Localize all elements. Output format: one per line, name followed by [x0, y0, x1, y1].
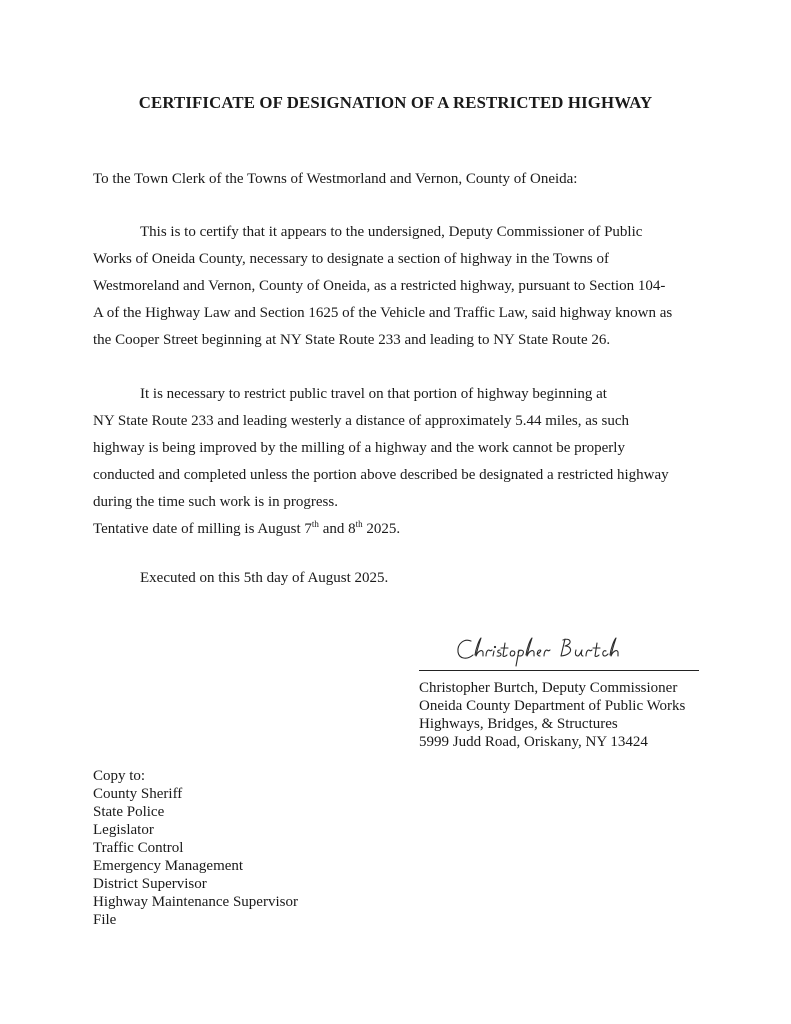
copy-recipient: Legislator	[93, 822, 154, 838]
copy-recipient: County Sheriff	[93, 786, 183, 802]
paragraph-line: Works of Oneida County, necessary to designate a section of highway in the Towns of	[93, 251, 609, 267]
handwritten-signature	[455, 634, 635, 668]
copy-recipient: Emergency Management	[93, 858, 244, 874]
copy-recipient: State Police	[93, 804, 165, 820]
ordinal-suffix: th	[355, 519, 363, 529]
paragraph-line: A of the Highway Law and Section 1625 of the Vehicle and Traffic Law, said highway known as	[93, 305, 673, 321]
tentative-date-suffix: 2025.	[362, 521, 401, 537]
signer-address: 5999 Judd Road, Oriskany, NY 13424	[419, 734, 648, 750]
tentative-date-prefix: Tentative date of milling is August 7	[93, 521, 312, 537]
paragraph-line: NY State Route 233 and leading westerly a distance of approximately 5.44 miles, as such	[93, 413, 629, 429]
paragraph-restriction	[93, 381, 705, 543]
copy-to-list	[93, 767, 298, 929]
paragraph-line: during the time such work is in progress.	[93, 494, 338, 510]
tentative-date-line	[93, 516, 705, 543]
document-title: CERTIFICATE OF DESIGNATION OF A RESTRICTED HIGHWAY	[138, 93, 653, 112]
copy-recipient: Highway Maintenance Supervisor	[93, 894, 298, 910]
copy-recipient: File	[93, 912, 117, 928]
executed-date: Executed on this 5th day of August 2025.	[140, 570, 389, 586]
salutation: To the Town Clerk of the Towns of Westmorland and Vernon, County of Oneida:	[93, 171, 578, 187]
paragraph-certification	[93, 219, 705, 354]
paragraph-line: This is to certify that it appears to the undersigned, Deputy Commissioner of Public	[140, 224, 643, 240]
paragraph-line: Westmoreland and Vernon, County of Oneida, as a restricted highway, pursuant to Section 104-	[93, 278, 666, 294]
signer-department: Oneida County Department of Public Works	[419, 698, 686, 714]
signer-division: Highways, Bridges, & Structures	[419, 716, 618, 732]
paragraph-line: the Cooper Street beginning at NY State Route 233 and leading to NY State Route 26.	[93, 332, 611, 348]
paragraph-line: It is necessary to restrict public travel on that portion of highway beginning at	[140, 386, 607, 402]
copy-recipient: Traffic Control	[93, 840, 184, 856]
ordinal-suffix: th	[311, 519, 319, 529]
paragraph-line: highway is being improved by the milling of a highway and the work cannot be properly	[93, 440, 625, 456]
copy-to-heading: Copy to:	[93, 768, 146, 784]
tentative-date-middle: and 8	[318, 521, 356, 537]
copy-recipient: District Supervisor	[93, 876, 207, 892]
signature-line	[419, 632, 699, 671]
signer-name-title: Christopher Burtch, Deputy Commissioner	[419, 680, 678, 696]
signature-block	[419, 679, 685, 751]
paragraph-line: conducted and completed unless the portion above described be designated a restricted highway	[93, 467, 669, 483]
